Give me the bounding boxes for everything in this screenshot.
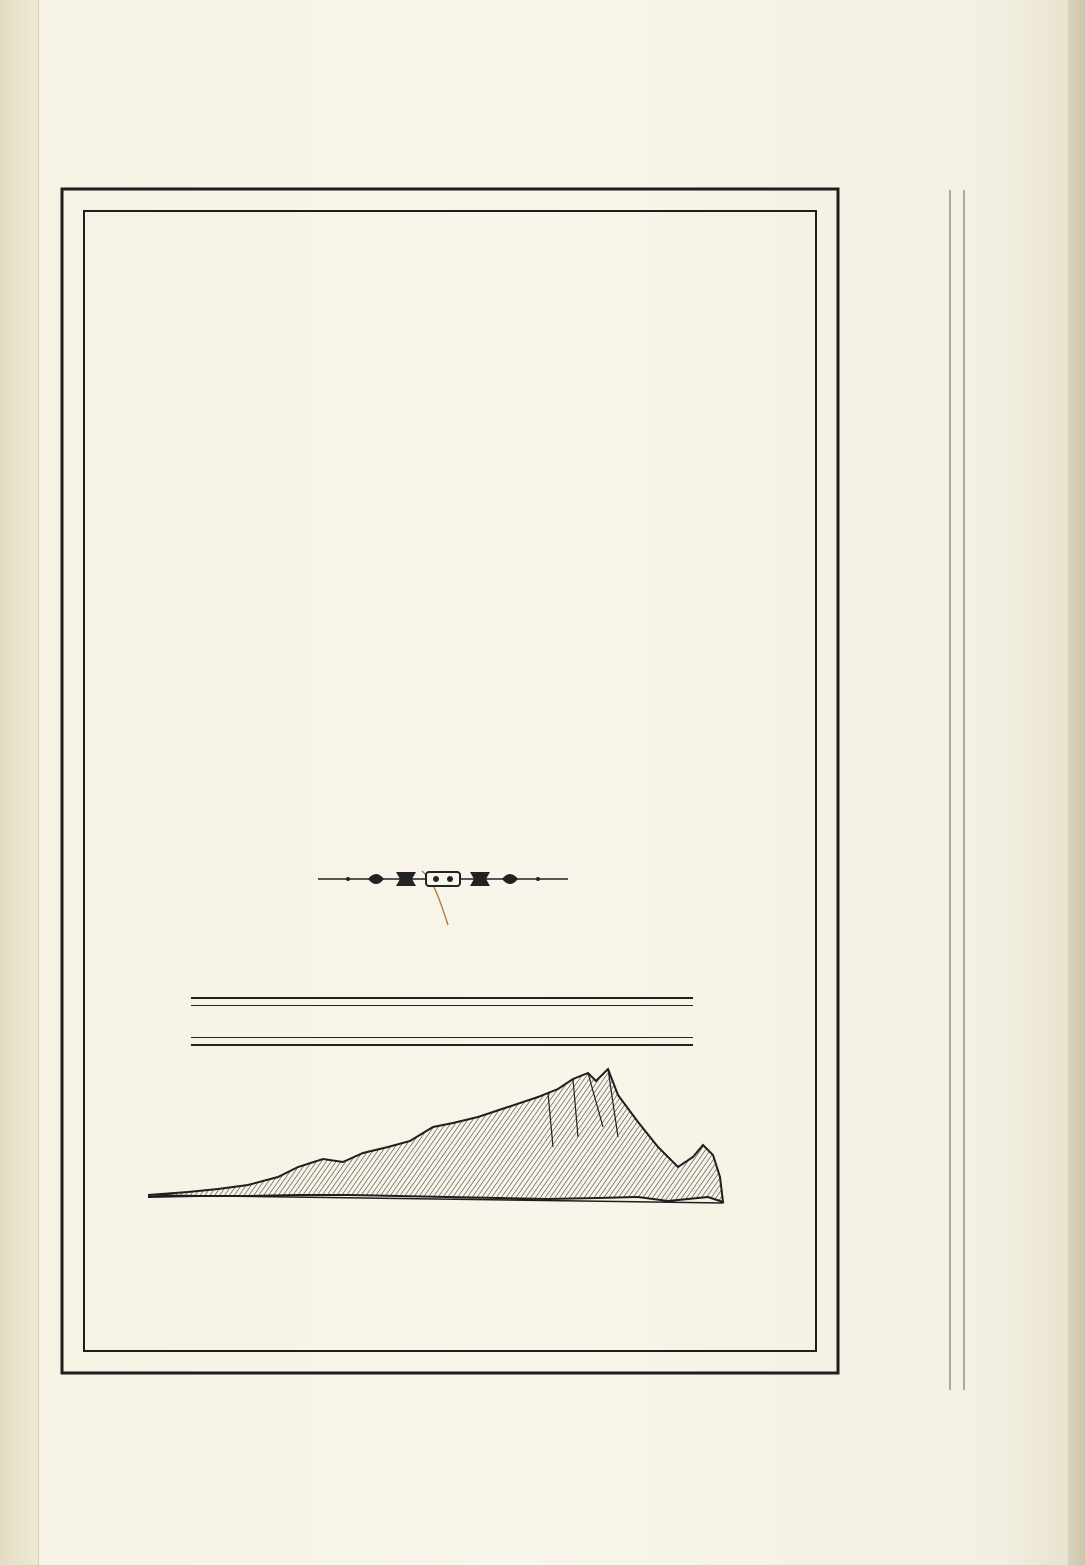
double-rule-top [191,997,693,1006]
title-page-content [60,187,840,1375]
decorative-divider-icon [318,864,568,894]
bleed-through-border [944,190,970,1390]
previous-page-edge [0,0,39,1565]
mount-athos-engraving [148,1067,728,1222]
double-rule-bottom [191,1037,693,1046]
page-edge-shadow [1068,0,1085,1565]
